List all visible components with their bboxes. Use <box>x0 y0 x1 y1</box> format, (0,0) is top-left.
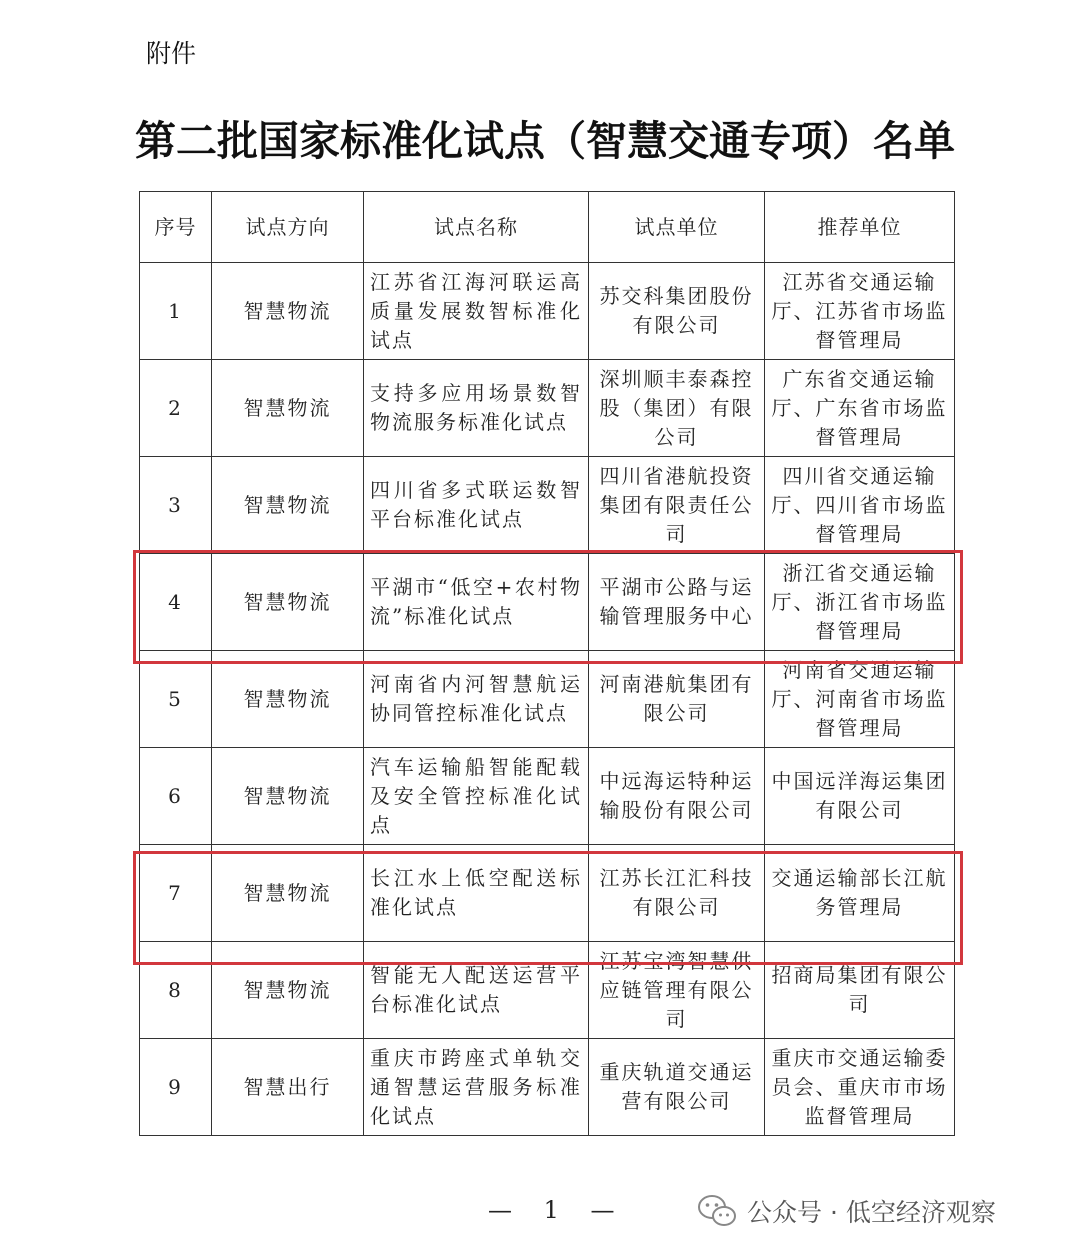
highlight-box-row-7 <box>133 851 963 965</box>
pilot-unit: 深圳顺丰泰森控股（集团）有限公司 <box>589 360 765 457</box>
row-number: 3 <box>140 457 212 554</box>
recommending-unit: 浙江省交通运输厅、浙江省市场监督管理局 <box>765 554 955 651</box>
pilot-unit: 江苏宝湾智慧供应链管理有限公司 <box>589 942 765 1039</box>
header-cell: 序号 <box>140 192 212 263</box>
page-number: — 1 — <box>488 1196 627 1224</box>
table-header-row <box>140 192 955 263</box>
header-cell: 试点方向 <box>212 192 364 263</box>
recommending-unit: 广东省交通运输厅、广东省市场监督管理局 <box>765 360 955 457</box>
recommending-unit: 四川省交通运输厅、四川省市场监督管理局 <box>765 457 955 554</box>
pilot-direction: 智慧出行 <box>212 1039 364 1136</box>
pilot-name: 重庆市跨座式单轨交通智慧运营服务标准化试点 <box>364 1039 589 1136</box>
table-row <box>140 263 955 360</box>
pilot-unit: 中远海运特种运输股份有限公司 <box>589 748 765 845</box>
wechat-logo-icon <box>697 1194 737 1228</box>
pilot-unit: 江苏长江汇科技有限公司 <box>589 845 765 942</box>
pilot-name: 四川省多式联运数智平台标准化试点 <box>364 457 589 554</box>
row-number: 5 <box>140 651 212 748</box>
recommending-unit: 重庆市交通运输委员会、重庆市市场监督管理局 <box>765 1039 955 1136</box>
pilot-direction: 智慧物流 <box>212 457 364 554</box>
header-cell: 试点名称 <box>364 192 589 263</box>
pilot-unit: 平湖市公路与运输管理服务中心 <box>589 554 765 651</box>
pilot-name: 河南省内河智慧航运协同管控标准化试点 <box>364 651 589 748</box>
header-cell: 试点单位 <box>589 192 765 263</box>
row-number: 8 <box>140 942 212 1039</box>
pilot-unit: 苏交科集团股份有限公司 <box>589 263 765 360</box>
header-cell: 推荐单位 <box>765 192 955 263</box>
pilot-name: 江苏省江海河联运高质量发展数智标准化试点 <box>364 263 589 360</box>
watermark <box>697 1193 996 1229</box>
pilot-direction: 智慧物流 <box>212 651 364 748</box>
pilot-name: 平湖市“低空+农村物流”标准化试点 <box>364 554 589 651</box>
table-row <box>140 1039 955 1136</box>
table-row <box>140 651 955 748</box>
row-number: 1 <box>140 263 212 360</box>
pilot-direction: 智慧物流 <box>212 360 364 457</box>
recommending-unit: 交通运输部长江航务管理局 <box>765 845 955 942</box>
pilot-unit: 重庆轨道交通运营有限公司 <box>589 1039 765 1136</box>
highlight-box-row-4 <box>133 550 963 664</box>
pilot-unit: 河南港航集团有限公司 <box>589 651 765 748</box>
pilot-direction: 智慧物流 <box>212 942 364 1039</box>
pilot-unit: 四川省港航投资集团有限责任公司 <box>589 457 765 554</box>
table-row <box>140 457 955 554</box>
recommending-unit: 中国远洋海运集团有限公司 <box>765 748 955 845</box>
pilot-direction: 智慧物流 <box>212 845 364 942</box>
recommending-unit: 招商局集团有限公司 <box>765 942 955 1039</box>
table-row <box>140 748 955 845</box>
recommending-unit: 江苏省交通运输厅、江苏省市场监督管理局 <box>765 263 955 360</box>
table-row <box>140 360 955 457</box>
recommending-unit: 河南省交通运输厅、河南省市场监督管理局 <box>765 651 955 748</box>
row-number: 4 <box>140 554 212 651</box>
page-title: 第二批国家标准化试点（智慧交通专项）名单 <box>135 117 955 165</box>
row-number: 2 <box>140 360 212 457</box>
row-number: 6 <box>140 748 212 845</box>
row-number: 7 <box>140 845 212 942</box>
watermark-text: 公众号 · 低空经济观察 <box>747 1198 996 1227</box>
pilot-direction: 智慧物流 <box>212 554 364 651</box>
pilot-name: 支持多应用场景数智物流服务标准化试点 <box>364 360 589 457</box>
pilot-name: 智能无人配送运营平台标准化试点 <box>364 942 589 1039</box>
pilot-direction: 智慧物流 <box>212 263 364 360</box>
pilot-direction: 智慧物流 <box>212 748 364 845</box>
row-number: 9 <box>140 1039 212 1136</box>
pilot-name: 长江水上低空配送标准化试点 <box>364 845 589 942</box>
pilot-name: 汽车运输船智能配载及安全管控标准化试点 <box>364 748 589 845</box>
attachment-label: 附件 <box>146 39 197 68</box>
